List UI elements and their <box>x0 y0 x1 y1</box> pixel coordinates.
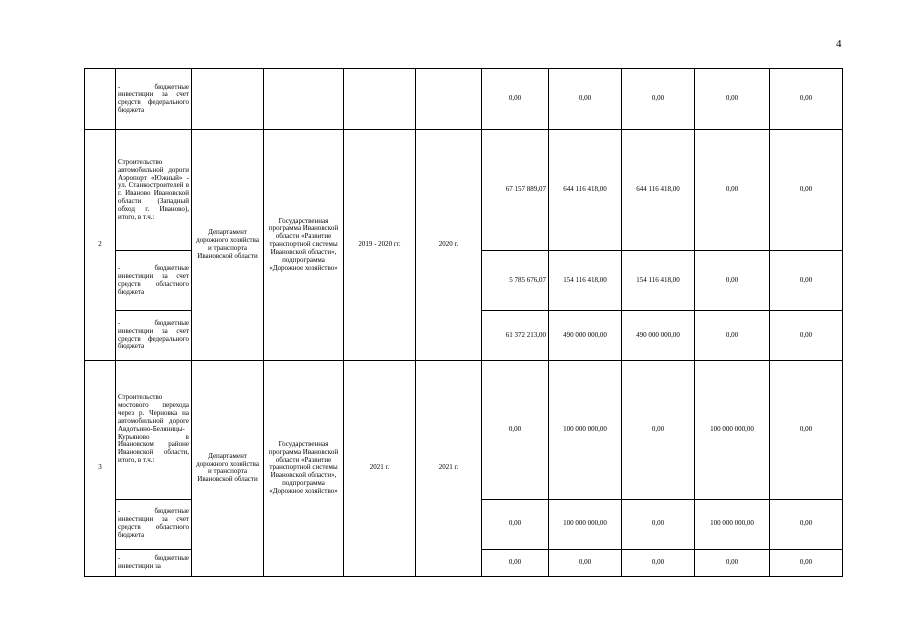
funding-source-cell: - бюджетные инвестиции за счет средств областного бюджета <box>116 499 192 549</box>
amount-cell: 0,00 <box>770 251 843 311</box>
amount-cell: 0,00 <box>695 130 770 251</box>
investment-table <box>84 68 843 577</box>
amount-cell: 644 116 418,00 <box>622 130 695 251</box>
row-number-cell <box>85 69 116 130</box>
amount-cell: 0,00 <box>770 360 843 499</box>
department-cell <box>192 69 264 130</box>
amount-cell: 100 000 000,00 <box>695 499 770 549</box>
amount-cell: 0,00 <box>770 69 843 130</box>
row-number-cell: 3 <box>85 360 116 576</box>
amount-cell: 67 157 889,07 <box>482 130 549 251</box>
funding-source-cell: - бюджетные инвестиции за <box>116 549 192 576</box>
amount-cell: 490 000 000,00 <box>622 311 695 360</box>
program-cell: Государственная программа Ивановской области «Развитие транспортной системы Ивановской области», подпрограмма «Дорожное хозяйство» <box>264 360 344 576</box>
amount-cell: 0,00 <box>482 499 549 549</box>
amount-cell: 154 116 418,00 <box>622 251 695 311</box>
table-row <box>85 360 843 499</box>
amount-cell: 0,00 <box>482 360 549 499</box>
amount-cell: 0,00 <box>549 549 622 576</box>
page-number: 4 <box>836 38 842 50</box>
amount-cell: 0,00 <box>622 499 695 549</box>
amount-cell: 0,00 <box>482 549 549 576</box>
table-row <box>85 69 843 130</box>
row-number-cell: 2 <box>85 130 116 360</box>
amount-cell: 644 116 418,00 <box>549 130 622 251</box>
amount-cell: 0,00 <box>622 549 695 576</box>
amount-cell: 0,00 <box>549 69 622 130</box>
period-cell: 2019 - 2020 гг. <box>344 130 416 360</box>
amount-cell: 0,00 <box>770 499 843 549</box>
funding-source-cell: - бюджетные инвестиции за счет средств федерального бюджета <box>116 311 192 360</box>
funding-source-cell: - бюджетные инвестиции за счет средств федерального бюджета <box>116 69 192 130</box>
project-title-cell: Строительство мостового перехода через р. Черновка на автомобильной дороге Авдотьино-Беляницы-Курьяново в Ивановском районе Ивановской области, итого, в т.ч.: <box>116 360 192 499</box>
amount-cell: 154 116 418,00 <box>549 251 622 311</box>
program-cell <box>264 69 344 130</box>
department-cell: Департамент дорожного хозяйства и транспорта Ивановской области <box>192 130 264 360</box>
table-row <box>85 130 843 251</box>
amount-cell: 0,00 <box>482 69 549 130</box>
program-cell: Государственная программа Ивановской области «Развитие транспортной системы Ивановской области», подпрограмма «Дорожное хозяйство» <box>264 130 344 360</box>
amount-cell: 0,00 <box>622 69 695 130</box>
amount-cell: 0,00 <box>770 549 843 576</box>
period-cell <box>344 69 416 130</box>
year-cell: 2021 г. <box>416 360 482 576</box>
year-cell <box>416 69 482 130</box>
amount-cell: 0,00 <box>770 130 843 251</box>
year-cell: 2020 г. <box>416 130 482 360</box>
department-cell: Департамент дорожного хозяйства и транспорта Ивановской области <box>192 360 264 576</box>
period-cell: 2021 г. <box>344 360 416 576</box>
amount-cell: 0,00 <box>695 69 770 130</box>
amount-cell: 0,00 <box>695 311 770 360</box>
amount-cell: 490 000 000,00 <box>549 311 622 360</box>
amount-cell: 100 000 000,00 <box>549 360 622 499</box>
amount-cell: 61 372 213,00 <box>482 311 549 360</box>
amount-cell: 0,00 <box>622 360 695 499</box>
amount-cell: 0,00 <box>695 251 770 311</box>
funding-source-cell: - бюджетные инвестиции за счет средств областного бюджета <box>116 251 192 311</box>
amount-cell: 0,00 <box>770 311 843 360</box>
amount-cell: 100 000 000,00 <box>549 499 622 549</box>
amount-cell: 100 000 000,00 <box>695 360 770 499</box>
amount-cell: 5 785 676,07 <box>482 251 549 311</box>
amount-cell: 0,00 <box>695 549 770 576</box>
project-title-cell: Строительство автомобильной дороги Аэропорт «Южный» - ул. Станкостроителей в г. Иваново Ивановской области (Западный обход г. Иваново), итого, в т.ч.: <box>116 130 192 251</box>
